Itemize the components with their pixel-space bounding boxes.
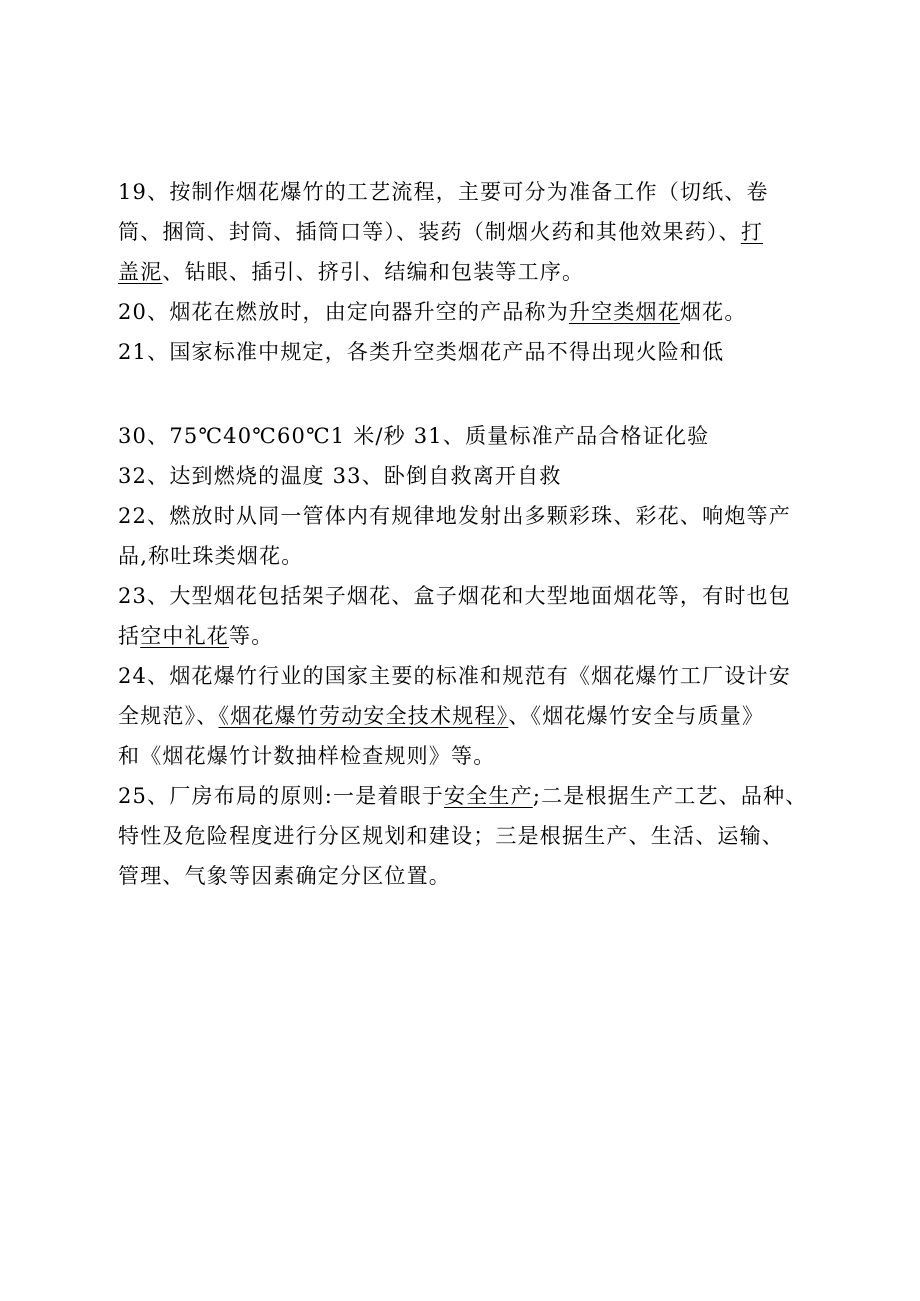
underlined-answer: 升空类烟花 [568,300,680,324]
text-segment: 21、国家标准中规定，各类升空类烟花产品不得出现火险和低 [118,340,725,364]
text-segment: 30、75℃40℃60℃1 米/秒 31、质量标准产品合格证化验 [118,424,710,448]
text-segment: 25、厂房布局的原则:一是着眼于 [118,784,444,808]
text-line [118,332,838,372]
text-line [118,252,838,292]
underlined-answer: 打 [740,220,764,244]
underlined-answer: 《烟花爆竹劳动安全技术规程》 [218,704,509,728]
text-segment: 、《烟花爆竹安全与质量》 [508,704,765,728]
text-segment: 24、烟花爆竹行业的国家主要的标准和规范有《烟花爆竹工厂设计安 [118,664,791,688]
text-segment: 特性及危险程度进行分区规划和建设；三是根据生产、生活、运输、 [118,824,784,848]
text-segment: 筒、捆筒、封筒、插筒口等）、装药（制烟火药和其他效果药）、 [118,220,741,244]
text-segment: 全规范》、 [118,704,219,728]
text-segment: 23、大型烟花包括架子烟花、盒子烟花和大型地面烟花等，有时也包 [118,584,791,608]
text-line [118,456,838,496]
text-segment: 烟花。 [679,300,747,324]
text-segment: 管理、气象等因素确定分区位置。 [118,864,451,888]
text-segment: 22、燃放时从同一管体内有规律地发射出多颗彩珠、彩花、响炮等产 [118,504,791,528]
text-segment: 等。 [229,624,274,648]
text-line [118,416,838,456]
text-segment: 32、达到燃烧的温度 33、卧倒自救离开自救 [118,464,562,488]
text-line [118,576,838,616]
text-segment: 19、按制作烟花爆竹的工艺流程，主要可分为准备工作（切纸、卷 [118,180,769,204]
text-line [118,736,838,776]
text-segment: 和《烟花爆竹计数抽样检查规则》等。 [118,744,496,768]
blank-gap [118,372,838,416]
text-line [118,292,838,332]
text-line [118,616,838,656]
text-segment: 品,称吐珠类烟花。 [118,544,304,568]
text-line [118,656,838,696]
document-body [118,172,838,896]
underlined-answer: 空中礼花 [140,624,230,648]
text-line [118,856,838,896]
text-line [118,816,838,856]
text-line [118,496,838,536]
paragraph-block-upper [118,172,838,372]
text-line [118,776,838,816]
text-segment: 括 [118,624,141,648]
underlined-answer: 安全生产 [444,784,533,808]
text-line [118,212,838,252]
text-line [118,696,838,736]
text-segment: 、钻眼、插引、挤引、结编和包装等工序。 [162,260,585,284]
text-line [118,172,838,212]
text-line [118,536,838,576]
underlined-answer: 盖泥 [118,260,163,284]
text-segment: ;二是根据生产工艺、品种、 [532,784,808,808]
paragraph-block-lower [118,416,838,896]
text-segment: 20、烟花在燃放时，由定向器升空的产品称为 [118,300,569,324]
